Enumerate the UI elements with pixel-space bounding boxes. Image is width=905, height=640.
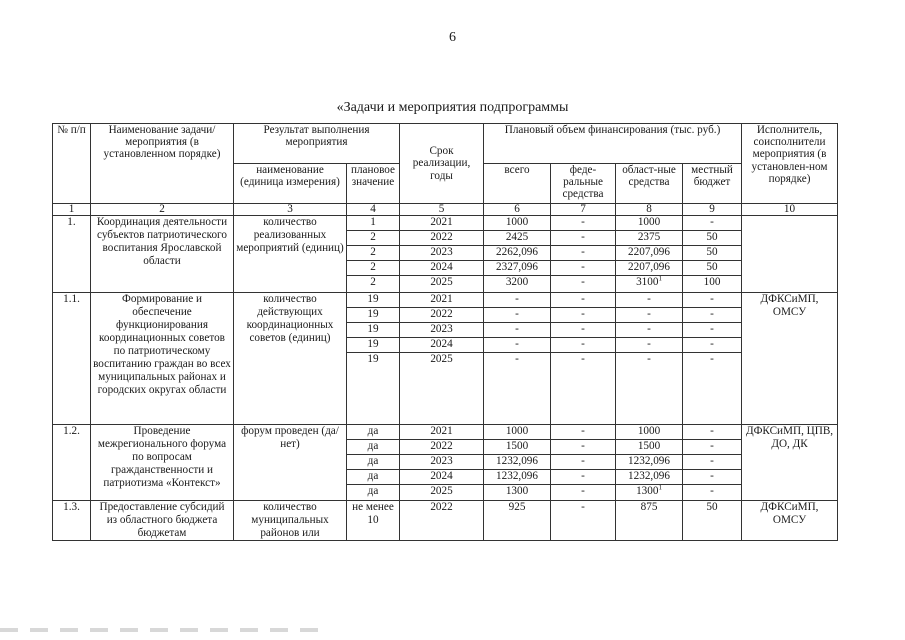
plan-value: 19 (347, 338, 400, 353)
total-amount: - (484, 323, 551, 338)
header-name: Наименование задачи/мероприятия (в установленном порядке) (91, 124, 234, 204)
federal-amount: - (551, 308, 616, 323)
total-amount: 1300 (484, 485, 551, 501)
federal-amount: - (551, 276, 616, 293)
total-amount: 1232,096 (484, 470, 551, 485)
total-amount: 1232,096 (484, 455, 551, 470)
year: 2025 (400, 353, 484, 425)
local-amount: - (683, 308, 742, 323)
year: 2022 (400, 308, 484, 323)
regional-value: 1500 (637, 440, 661, 452)
regional-value: 875 (640, 501, 658, 513)
local-amount: 50 (683, 231, 742, 246)
table-row (53, 501, 838, 541)
plan-value: да (347, 455, 400, 470)
plan-value: 1 (347, 216, 400, 231)
year: 2023 (400, 323, 484, 338)
task-name: Координация деятельности субъектов патриотического воспитания Ярославской области (91, 216, 234, 293)
plan-value: 19 (347, 293, 400, 308)
year: 2021 (400, 425, 484, 440)
local-amount: 50 (683, 261, 742, 276)
scan-footer-marks (0, 628, 330, 632)
regional-value: 2207,096 (628, 246, 670, 258)
plan-value: 19 (347, 353, 400, 425)
local-amount: - (683, 338, 742, 353)
total-amount: 3200 (484, 276, 551, 293)
footnote-mark: 1 (658, 275, 662, 283)
regional-amount (616, 470, 683, 485)
total-amount: 2262,096 (484, 246, 551, 261)
task-name: Предоставление субсидий из областного бюджета бюджетам (91, 501, 234, 541)
regional-value: - (647, 353, 651, 365)
task-number: 1.3. (53, 501, 91, 541)
federal-amount: - (551, 501, 616, 541)
regional-value: 2375 (637, 231, 661, 243)
result-name: количество реализованных мероприятий (единиц) (234, 216, 347, 293)
col-number: 9 (683, 204, 742, 216)
regional-amount (616, 425, 683, 440)
federal-amount: - (551, 353, 616, 425)
col-number: 3 (234, 204, 347, 216)
federal-amount: - (551, 216, 616, 231)
regional-amount (616, 293, 683, 308)
local-amount: - (683, 485, 742, 501)
federal-amount: - (551, 323, 616, 338)
local-amount: 50 (683, 501, 742, 541)
col-number: 5 (400, 204, 484, 216)
federal-amount: - (551, 485, 616, 501)
federal-amount: - (551, 231, 616, 246)
executor: ДФКСиМП, ОМСУ (742, 293, 838, 425)
federal-amount: - (551, 425, 616, 440)
header-executor: Исполнитель, соисполнители мероприятия (в установлен-ном порядке) (742, 124, 838, 204)
plan-value: да (347, 485, 400, 501)
total-amount: 1000 (484, 425, 551, 440)
footnote-mark: 1 (658, 484, 662, 492)
table-row (53, 216, 838, 231)
year: 2024 (400, 261, 484, 276)
regional-value: 1300 (636, 485, 659, 497)
year: 2025 (400, 485, 484, 501)
local-amount: 100 (683, 276, 742, 293)
total-amount: - (484, 308, 551, 323)
regional-amount (616, 231, 683, 246)
regional-value: - (647, 293, 651, 305)
task-name: Формирование и обеспечение функционирования координационных советов по патриотическому воспитанию граждан во всех муниципальных районах и городских округах области (91, 293, 234, 425)
year: 2023 (400, 455, 484, 470)
local-amount: - (683, 470, 742, 485)
local-amount: 50 (683, 246, 742, 261)
regional-value: - (647, 323, 651, 335)
table-row (53, 293, 838, 308)
plan-value: 2 (347, 246, 400, 261)
plan-value: 19 (347, 323, 400, 338)
federal-amount: - (551, 338, 616, 353)
local-amount: - (683, 425, 742, 440)
regional-value: 1232,096 (628, 470, 670, 482)
plan-value: не менее 10 (347, 501, 400, 541)
header-local: местный бюджет (683, 164, 742, 204)
regional-amount (616, 308, 683, 323)
regional-amount (616, 455, 683, 470)
regional-amount (616, 338, 683, 353)
result-name: количество муниципальных районов или (234, 501, 347, 541)
task-number: 1.2. (53, 425, 91, 501)
plan-value: да (347, 425, 400, 440)
task-number: 1. (53, 216, 91, 293)
year: 2022 (400, 501, 484, 541)
result-name: количество действующих координационных советов (единиц) (234, 293, 347, 425)
tasks-table (52, 123, 838, 541)
regional-amount (616, 353, 683, 425)
table-row (53, 425, 838, 440)
total-amount: 925 (484, 501, 551, 541)
regional-amount (616, 276, 683, 293)
header-total: всего (484, 164, 551, 204)
header-result-plan: плановое значение (347, 164, 400, 204)
plan-value: 19 (347, 308, 400, 323)
year: 2024 (400, 470, 484, 485)
header-term: Срок реализации, годы (400, 124, 484, 204)
document-title: «Задачи и мероприятия подпрограммы (336, 100, 569, 115)
year: 2022 (400, 231, 484, 246)
header-finance: Плановый объем финансирования (тыс. руб.) (484, 124, 742, 164)
total-amount: 2425 (484, 231, 551, 246)
executor: ДФКСиМП, ОМСУ (742, 501, 838, 541)
year: 2022 (400, 440, 484, 455)
header-num: № п/п (53, 124, 91, 204)
regional-amount (616, 501, 683, 541)
regional-value: - (647, 308, 651, 320)
col-number: 2 (91, 204, 234, 216)
col-number: 10 (742, 204, 838, 216)
plan-value: да (347, 440, 400, 455)
year: 2023 (400, 246, 484, 261)
total-amount: 2327,096 (484, 261, 551, 276)
regional-amount (616, 216, 683, 231)
total-amount: 1500 (484, 440, 551, 455)
local-amount: - (683, 353, 742, 425)
header-federal: феде-ральные средства (551, 164, 616, 204)
federal-amount: - (551, 455, 616, 470)
executor: ДФКСиМП, ЦПВ, ДО, ДК (742, 425, 838, 501)
page-number: 6 (449, 30, 456, 45)
year: 2025 (400, 276, 484, 293)
local-amount: - (683, 440, 742, 455)
task-number: 1.1. (53, 293, 91, 425)
col-number: 1 (53, 204, 91, 216)
task-name: Проведение межрегионального форума по вопросам гражданственности и патриотизма «Контекст» (91, 425, 234, 501)
federal-amount: - (551, 261, 616, 276)
col-number: 7 (551, 204, 616, 216)
regional-value: - (647, 338, 651, 350)
year: 2021 (400, 293, 484, 308)
local-amount: - (683, 293, 742, 308)
total-amount: - (484, 353, 551, 425)
total-amount: - (484, 338, 551, 353)
regional-value: 1232,096 (628, 455, 670, 467)
plan-value: 2 (347, 276, 400, 293)
header-regional: област-ные средства (616, 164, 683, 204)
executor (742, 216, 838, 293)
regional-amount (616, 261, 683, 276)
plan-value: да (347, 470, 400, 485)
local-amount: - (683, 323, 742, 338)
regional-amount (616, 440, 683, 455)
federal-amount: - (551, 440, 616, 455)
header-result-name: наименование (единица измерения) (234, 164, 347, 204)
total-amount: - (484, 293, 551, 308)
federal-amount: - (551, 246, 616, 261)
regional-value: 1000 (637, 425, 661, 437)
column-numbers-row (53, 204, 838, 216)
col-number: 8 (616, 204, 683, 216)
col-number: 4 (347, 204, 400, 216)
regional-value: 2207,096 (628, 261, 670, 273)
federal-amount: - (551, 470, 616, 485)
result-name: форум проведен (да/нет) (234, 425, 347, 501)
federal-amount: - (551, 293, 616, 308)
total-amount: 1000 (484, 216, 551, 231)
plan-value: 2 (347, 261, 400, 276)
year: 2021 (400, 216, 484, 231)
regional-value: 3100 (636, 276, 659, 288)
regional-amount (616, 246, 683, 261)
local-amount: - (683, 455, 742, 470)
regional-value: 1000 (637, 216, 661, 228)
year: 2024 (400, 338, 484, 353)
local-amount: - (683, 216, 742, 231)
header-result: Результат выполнения мероприятия (234, 124, 400, 164)
regional-amount (616, 323, 683, 338)
regional-amount (616, 485, 683, 501)
col-number: 6 (484, 204, 551, 216)
plan-value: 2 (347, 231, 400, 246)
